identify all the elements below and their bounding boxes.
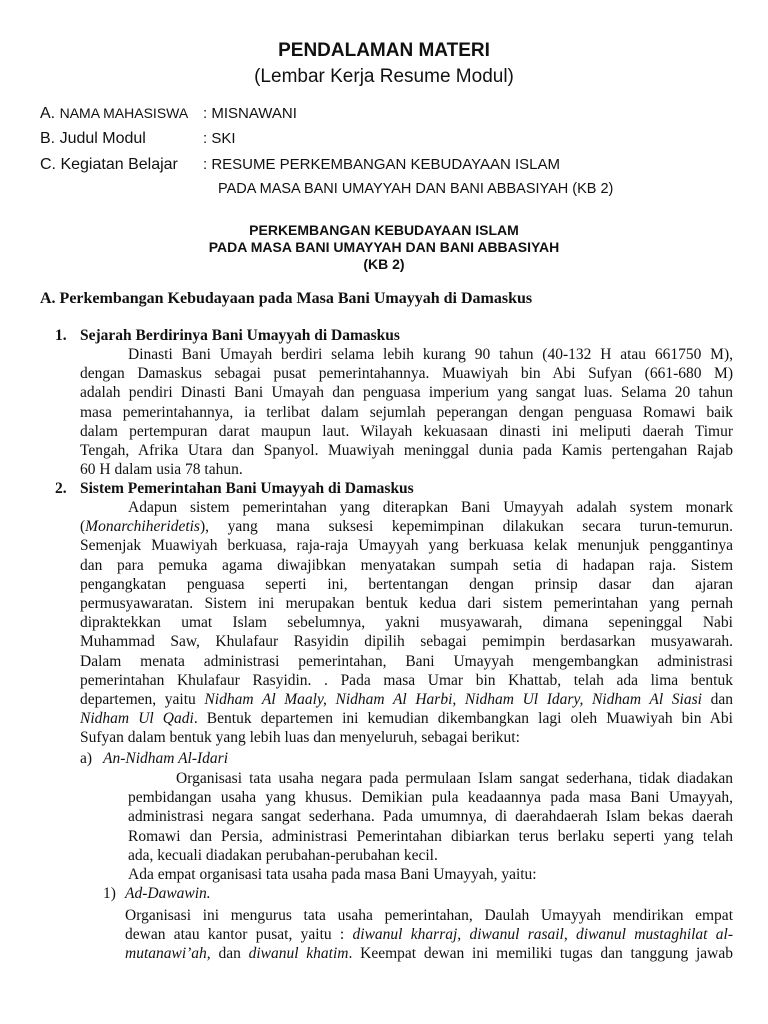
info-value: : RESUME PERKEMBANGAN KEBUDAYAAN ISLAM bbox=[203, 156, 561, 173]
info-value: : SKI bbox=[203, 130, 236, 147]
item-1-paragraph: Dinasti Bani Umayah berdiri selama lebih kurang 90 tahun (40-132 H atau 661750 M), dengan Damaskus sebagai pusat pemerintahannya. Muawiyah bin Abi Sufyan (661-680 M) adalah pendiri Dinasti Bani Umayah dan penguasa imperium yang sangat luas. Selama 20 tahun masa pemerintahannya, ia terlibat dalam sejumlah peperangan dengan penguasa Romawi baik dalam pertempuran darat maupun laut. Wilayah kekuasaan dinasti ini meliputi daerah Timur Tengah, Afrika Utara dan Spanyol. Muawiyah meninggal dunia pada Kamis pertengahan Rajab 60 H dalam usia 78 tahun. bbox=[80, 346, 733, 479]
item-title: Sejarah Berdirinya Bani Umayyah di Damaskus bbox=[80, 327, 400, 344]
info-row-activity bbox=[0, 156, 768, 176]
item-2-heading bbox=[55, 480, 414, 498]
info-label: Kegiatan Belajar bbox=[60, 156, 178, 173]
sub-item-a-paragraph: Organisasi tata usaha negara pada permulaan Islam sangat sederhana, tidak diadakan pembidangan usaha yang khusus. Demikian pula keadaannya pada masa Bani Umayyah, administrasi negara sangat sederhana. Pada umumnya, di daerahdaerah Islam bekas daerah Romawi dan Persia, administrasi Pemerintahan dibiarkan terus berlaku seperti yang telah ada, kecuali diadakan perubahan-perubahan kecil. Ada empat organisasi tata usaha pada masa Bani Umayyah, yaitu: bbox=[128, 770, 733, 883]
sub-item-1-paragraph: Organisasi ini mengurus tata usaha pemerintahan, Daulah Umayyah mendirikan empat dewan atau kantor pusat, yaitu : diwanul kharraj, diwanul rasail, diwanul mustaghilat al- mutanawi’ah, dan diwanul khatim. Keempat dewan ini memiliki tugas dan tanggung jawab bbox=[125, 907, 733, 963]
sub-item-marker: 1) bbox=[103, 885, 116, 902]
info-label: NAMA MAHASISWA bbox=[59, 105, 189, 121]
info-row-module bbox=[0, 130, 768, 150]
sub-item-a-heading bbox=[80, 750, 228, 768]
page-title: PENDALAMAN MATERI bbox=[278, 40, 490, 61]
main-heading-line1: PERKEMBANGAN KEBUDAYAAN ISLAM bbox=[249, 222, 519, 238]
main-heading-line2: PADA MASA BANI UMAYYAH DAN BANI ABBASIYAH bbox=[208, 239, 560, 255]
item-number: 2. bbox=[55, 480, 67, 497]
info-row-name bbox=[0, 105, 768, 125]
info-label: Judul Modul bbox=[59, 130, 146, 147]
info-letter: C. bbox=[40, 156, 56, 173]
info-value: : MISNAWANI bbox=[203, 105, 297, 122]
sub-item-title: An-Nidham Al-Idari bbox=[103, 750, 228, 767]
info-value-continued: PADA MASA BANI UMAYYAH DAN BANI ABBASIYAH (KB 2) bbox=[218, 181, 614, 197]
sub-item-marker: a) bbox=[80, 750, 93, 767]
item-title: Sistem Pemerintahan Bani Umayyah di Damaskus bbox=[80, 480, 414, 497]
sub-item-1-heading bbox=[103, 885, 211, 903]
page-subtitle: (Lembar Kerja Resume Modul) bbox=[254, 66, 514, 87]
info-letter: A. bbox=[40, 105, 56, 122]
item-number: 1. bbox=[55, 327, 67, 344]
main-heading-line3: (KB 2) bbox=[363, 256, 405, 272]
item-2-paragraph: Adapun sistem pemerintahan yang diterapkan Bani Umayyah adalah system monark (Monarchiheridetis), yang mana suksesi kepemimpinan dilakukan secara turun-temurun. Semenjak Muawiyah berkuasa, raja-raja Umayyah yang berkuasa kelak menunjuk penggantinya dan para pemuka agama diwajibkan menyatakan sumpah setia di hadapan raja. Sistem pengangkatan penguasa seperti ini, bertentangan dengan prinsip dasar dan ajaran permusyawaratan. Sistem ini merupakan bentuk kedua dari sistem pemerintahan yang pernah dipraktekkan umat Islam sebelumnya, yakni musyawarah, dimana sepeninggal Nabi Muhammad Saw, Khulafaur Rasyidin dipilih sebagai pemimpin berdasarkan musyawarah. Dalam menata administrasi pemerintahan, Bani Umayyah mengembangkan administrasi pemerintahan Khulafaur Rasyidin. . Pada masa Umar bin Khattab, telah ada lima bentuk departemen, yaitu Nidham Al Maaly, Nidham Al Harbi, Nidham Ul Idary, Nidham Al Siasi dan Nidham Ul Qadi. Bentuk departemen ini kemudian dikembangkan lagi oleh Muawiyah bin Abi Sufyan dalam bentuk yang lebih luas dan menyeluruh, sebagai berikut: bbox=[80, 499, 733, 747]
sub-item-title: Ad-Dawawin. bbox=[125, 885, 211, 902]
section-heading: A. Perkembangan Kebudayaan pada Masa Bani Umayyah di Damaskus bbox=[40, 290, 533, 307]
item-1-heading bbox=[55, 327, 400, 345]
info-letter: B. bbox=[40, 130, 56, 147]
